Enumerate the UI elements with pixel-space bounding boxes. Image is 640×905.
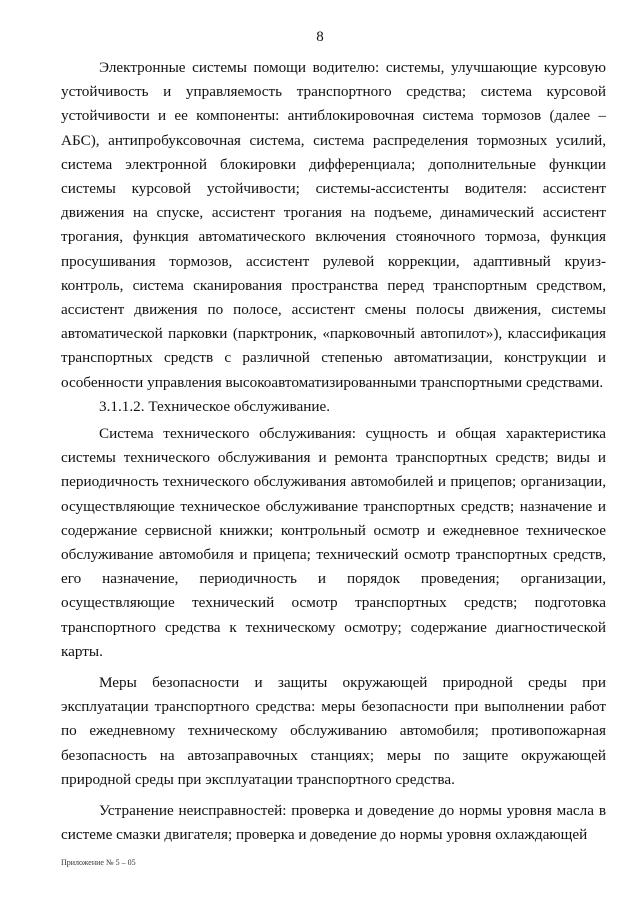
paragraph-driver-assistance: Электронные системы помощи водителю: системы, улучшающие курсовую устойчивость и управляемость транспортного средства; система курсовой устойчивости и ее компоненты: антиблокировочная система тормозов (далее – АБС), антипробуксовочная система, система распределения тормозных усилий, система электронной блокировки дифференциала; дополнительные функции системы курсовой устойчивости; системы-ассистенты водителя: ассистент движения на спуске, ассистент трогания на подъеме, динамический ассистент трогания, функция автоматического включения стояночного тормоза, функция просушивания тормозов, ассистент рулевой коррекции, адаптивный круиз-контроль, система сканирования пространства перед транспортным средством, ассистент движения по полосе, ассистент смены полосы движения, системы автоматической парковки (парктроник, «парковочный автопилот»), классификация транспортных средств с различной степенью автоматизации, конструкции и особенности управления высокоавтоматизированными транспортными средствами. — [61, 59, 606, 391]
document-body — [61, 56, 606, 848]
page-number: 8 — [316, 29, 324, 45]
paragraph-maintenance-system: Система технического обслуживания: сущность и общая характеристика системы технического обслуживания и ремонта транспортных средств; виды и периодичность технического обслуживания автомобилей и прицепов; организации, осуществляющие техническое обслуживание транспортных средств; назначение и содержание сервисной книжки; контрольный осмотр и ежедневное техническое обслуживание автомобиля и прицепа; технический осмотр транспортных средств, его назначение, периодичность и порядок проведения; организации, осуществляющие технический осмотр транспортных средств; подготовка транспортного средства к техническому осмотру; содержание диагностической карты. — [61, 425, 606, 660]
paragraph-troubleshooting: Устранение неисправностей: проверка и доведение до нормы уровня масла в системе смазки двигателя; проверка и доведение до нормы уровня охлаждающей — [61, 802, 606, 844]
section-heading: 3.1.1.2. Техническое обслуживание. — [99, 397, 331, 415]
paragraph-safety-measures: Меры безопасности и защиты окружающей природной среды при эксплуатации транспортного средства: меры безопасности при выполнении работ по ежедневному техническому обслуживанию автомобиля; противопожарная безопасность на автозаправочных станциях; меры по защите окружающей природной среды при эксплуатации транспортного средства. — [61, 674, 606, 788]
page-footer: Приложение № 5 – 05 — [61, 858, 136, 867]
